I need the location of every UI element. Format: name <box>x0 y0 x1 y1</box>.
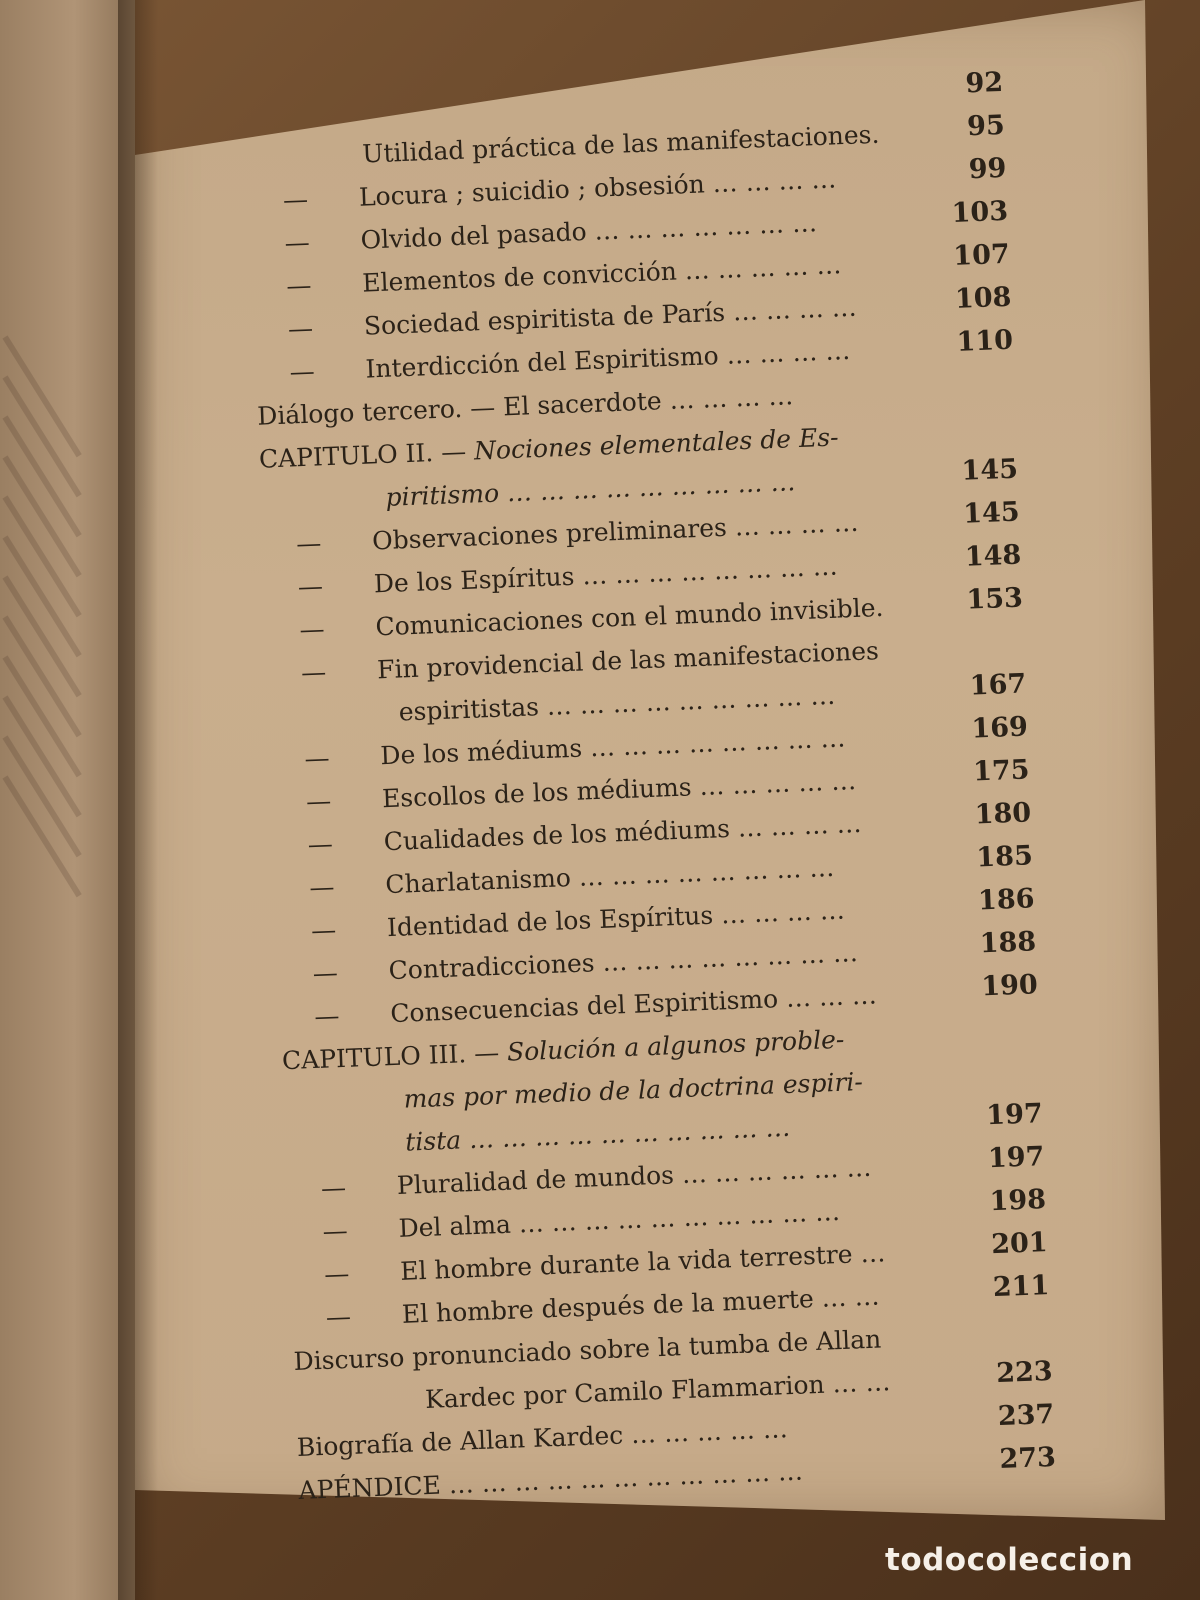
entry-page-number <box>960 628 1024 630</box>
entry-page-number: 95 <box>966 109 1006 143</box>
entry-dash <box>306 788 343 815</box>
entry-title-italic: Nociones elementales de Es- <box>473 422 840 466</box>
left-page <box>0 0 135 1600</box>
entry-dash <box>283 186 320 213</box>
entry-title-text: De los Espíritus … … … … … … … … <box>373 551 839 599</box>
entry-title-text: Elementos de convicción … … … … … <box>361 250 842 298</box>
entry-dash <box>314 1003 351 1030</box>
entry-dash <box>301 659 338 686</box>
entry-title-text: Escollos de los médiums … … … … … <box>381 766 857 814</box>
entry-page-number: 107 <box>952 238 1011 272</box>
entry-title-text: Olvido del pasado … … … … … … … <box>360 208 818 255</box>
entry-page-number: 99 <box>968 152 1007 186</box>
entry-title-text: Contradicciones … … … … … … … … <box>388 938 859 986</box>
entry-title-text: El hombre después de la muerte … … <box>401 1281 881 1329</box>
entry-page-number: 103 <box>951 195 1009 229</box>
entry-page-number: 190 <box>980 969 1039 1003</box>
entry-dash <box>307 831 344 858</box>
entry-title-italic: mas por medio de la doctrina espiri- <box>403 1067 864 1114</box>
entry-page-number: 188 <box>979 926 1037 960</box>
entry-page-number: 185 <box>975 840 1034 874</box>
entry-title-text: Charlatanismo … … … … … … … … <box>384 852 835 900</box>
entry-dash <box>326 1303 363 1330</box>
entry-dash <box>324 1260 361 1287</box>
entry-title <box>385 469 796 511</box>
entry-title-text: CAPITULO II. — <box>258 436 475 474</box>
entry-title <box>398 1196 841 1243</box>
entry-title-text: APÉNDICE … … … … … … … … … … … <box>298 1456 804 1505</box>
entry-title-text: Del alma … … … … … … … … … … <box>398 1196 841 1243</box>
entry-page-number: 148 <box>964 539 1022 573</box>
entry-page-number: 167 <box>969 668 1027 702</box>
entry-title-text: CAPITULO III. — <box>281 1037 508 1076</box>
entry-page-number: 198 <box>989 1184 1047 1218</box>
entry-dash <box>286 272 323 299</box>
entry-title-text: Pluralidad de mundos … … … … … … <box>396 1152 873 1200</box>
table-of-contents <box>245 65 1079 1513</box>
entry-dash <box>299 616 336 643</box>
entry-title-text: espiritistas … … … … … … … … … <box>398 680 836 727</box>
entry-title-text: Interdicción del Espiritismo … … … … <box>365 335 851 384</box>
entry-page-number: 108 <box>954 281 1012 315</box>
entry-title-text: Diálogo tercero. — El sacerdote … … … … <box>256 381 794 431</box>
left-page-bleed-text <box>5 300 130 1550</box>
watermark: todocoleccion <box>885 1542 1134 1578</box>
entry-page-number: 175 <box>972 754 1031 788</box>
entry-page-number: 197 <box>985 1098 1044 1132</box>
entry-page-number: 237 <box>997 1398 1055 1433</box>
entry-page-number: 273 <box>998 1441 1057 1476</box>
entry-dash <box>297 573 334 600</box>
entry-title-text: Identidad de los Espíritus … … … … <box>386 895 846 943</box>
entry-page-number <box>952 414 1016 416</box>
entry-title <box>404 1112 791 1157</box>
entry-page-number: 169 <box>970 711 1029 745</box>
entry-page-number: 180 <box>974 797 1032 831</box>
entry-title-italic: tista … … … … … … … … … … <box>404 1112 791 1157</box>
entry-title-text: Sociedad espiritista de París … … … … <box>363 292 858 341</box>
entry-page-number: 153 <box>965 582 1024 616</box>
entry-page-number <box>975 1015 1039 1017</box>
entry-title-text: El hombre durante la vida terrestre … <box>399 1238 887 1286</box>
entry-title-text: Consecuencias del Espiritismo … … … <box>389 980 878 1029</box>
entry-dash <box>322 1217 359 1244</box>
entry-page-number: 197 <box>987 1141 1045 1175</box>
entry-title-text: Fin providencial de las manifestaciones <box>376 636 880 685</box>
entry-page-number: 201 <box>990 1227 1049 1261</box>
entry-page-number <box>977 1058 1041 1060</box>
entry-title-text: Biografía de Allan Kardec … … … … … <box>296 1414 789 1462</box>
entry-title-text: Locura ; suicidio ; obsesión … … … … <box>358 164 837 212</box>
entry-title-text: Cualidades de los médiums … … … … <box>383 808 863 857</box>
entry-title-italic: Solución a algunos proble- <box>506 1024 845 1067</box>
entry-title <box>398 680 836 727</box>
entry-dash <box>309 874 346 901</box>
entry-title-italic: piritismo … … … … … … … … … <box>384 467 796 512</box>
entry-dash <box>321 1175 358 1202</box>
entry-page-number <box>950 371 1014 373</box>
spine-shadow <box>118 0 158 1600</box>
entry-page-number: 145 <box>962 496 1021 530</box>
entry-dash <box>289 358 326 385</box>
entry-page-number: 92 <box>964 66 1004 100</box>
entry-title-text: De los médiums … … … … … … … … <box>379 723 847 771</box>
entry-dash <box>284 229 321 256</box>
entry-dash <box>304 745 341 772</box>
entry-title-text: Kardec por Camilo Flammarion … … <box>424 1367 891 1415</box>
entry-page-number: 110 <box>956 324 1014 358</box>
entry-dash <box>312 960 349 987</box>
entry-dash <box>296 530 333 557</box>
entry-dash <box>288 315 325 342</box>
entry-page-number: 186 <box>977 883 1036 917</box>
entry-page-number: 145 <box>961 453 1019 487</box>
entry-title-text: Discurso pronunciado sobre la tumba de Allan <box>293 1324 882 1377</box>
entry-page-number <box>987 1316 1051 1318</box>
entry-page-number: 223 <box>995 1355 1054 1390</box>
entry-title-text: Comunicaciones con el mundo invisible. <box>374 592 884 642</box>
entry-dash <box>311 917 348 944</box>
entry-title-text: Utilidad práctica de las manifestaciones. <box>361 119 880 169</box>
entry-page-number: 211 <box>992 1270 1050 1304</box>
entry-title-text: Observaciones preliminares … … … … <box>371 507 860 556</box>
